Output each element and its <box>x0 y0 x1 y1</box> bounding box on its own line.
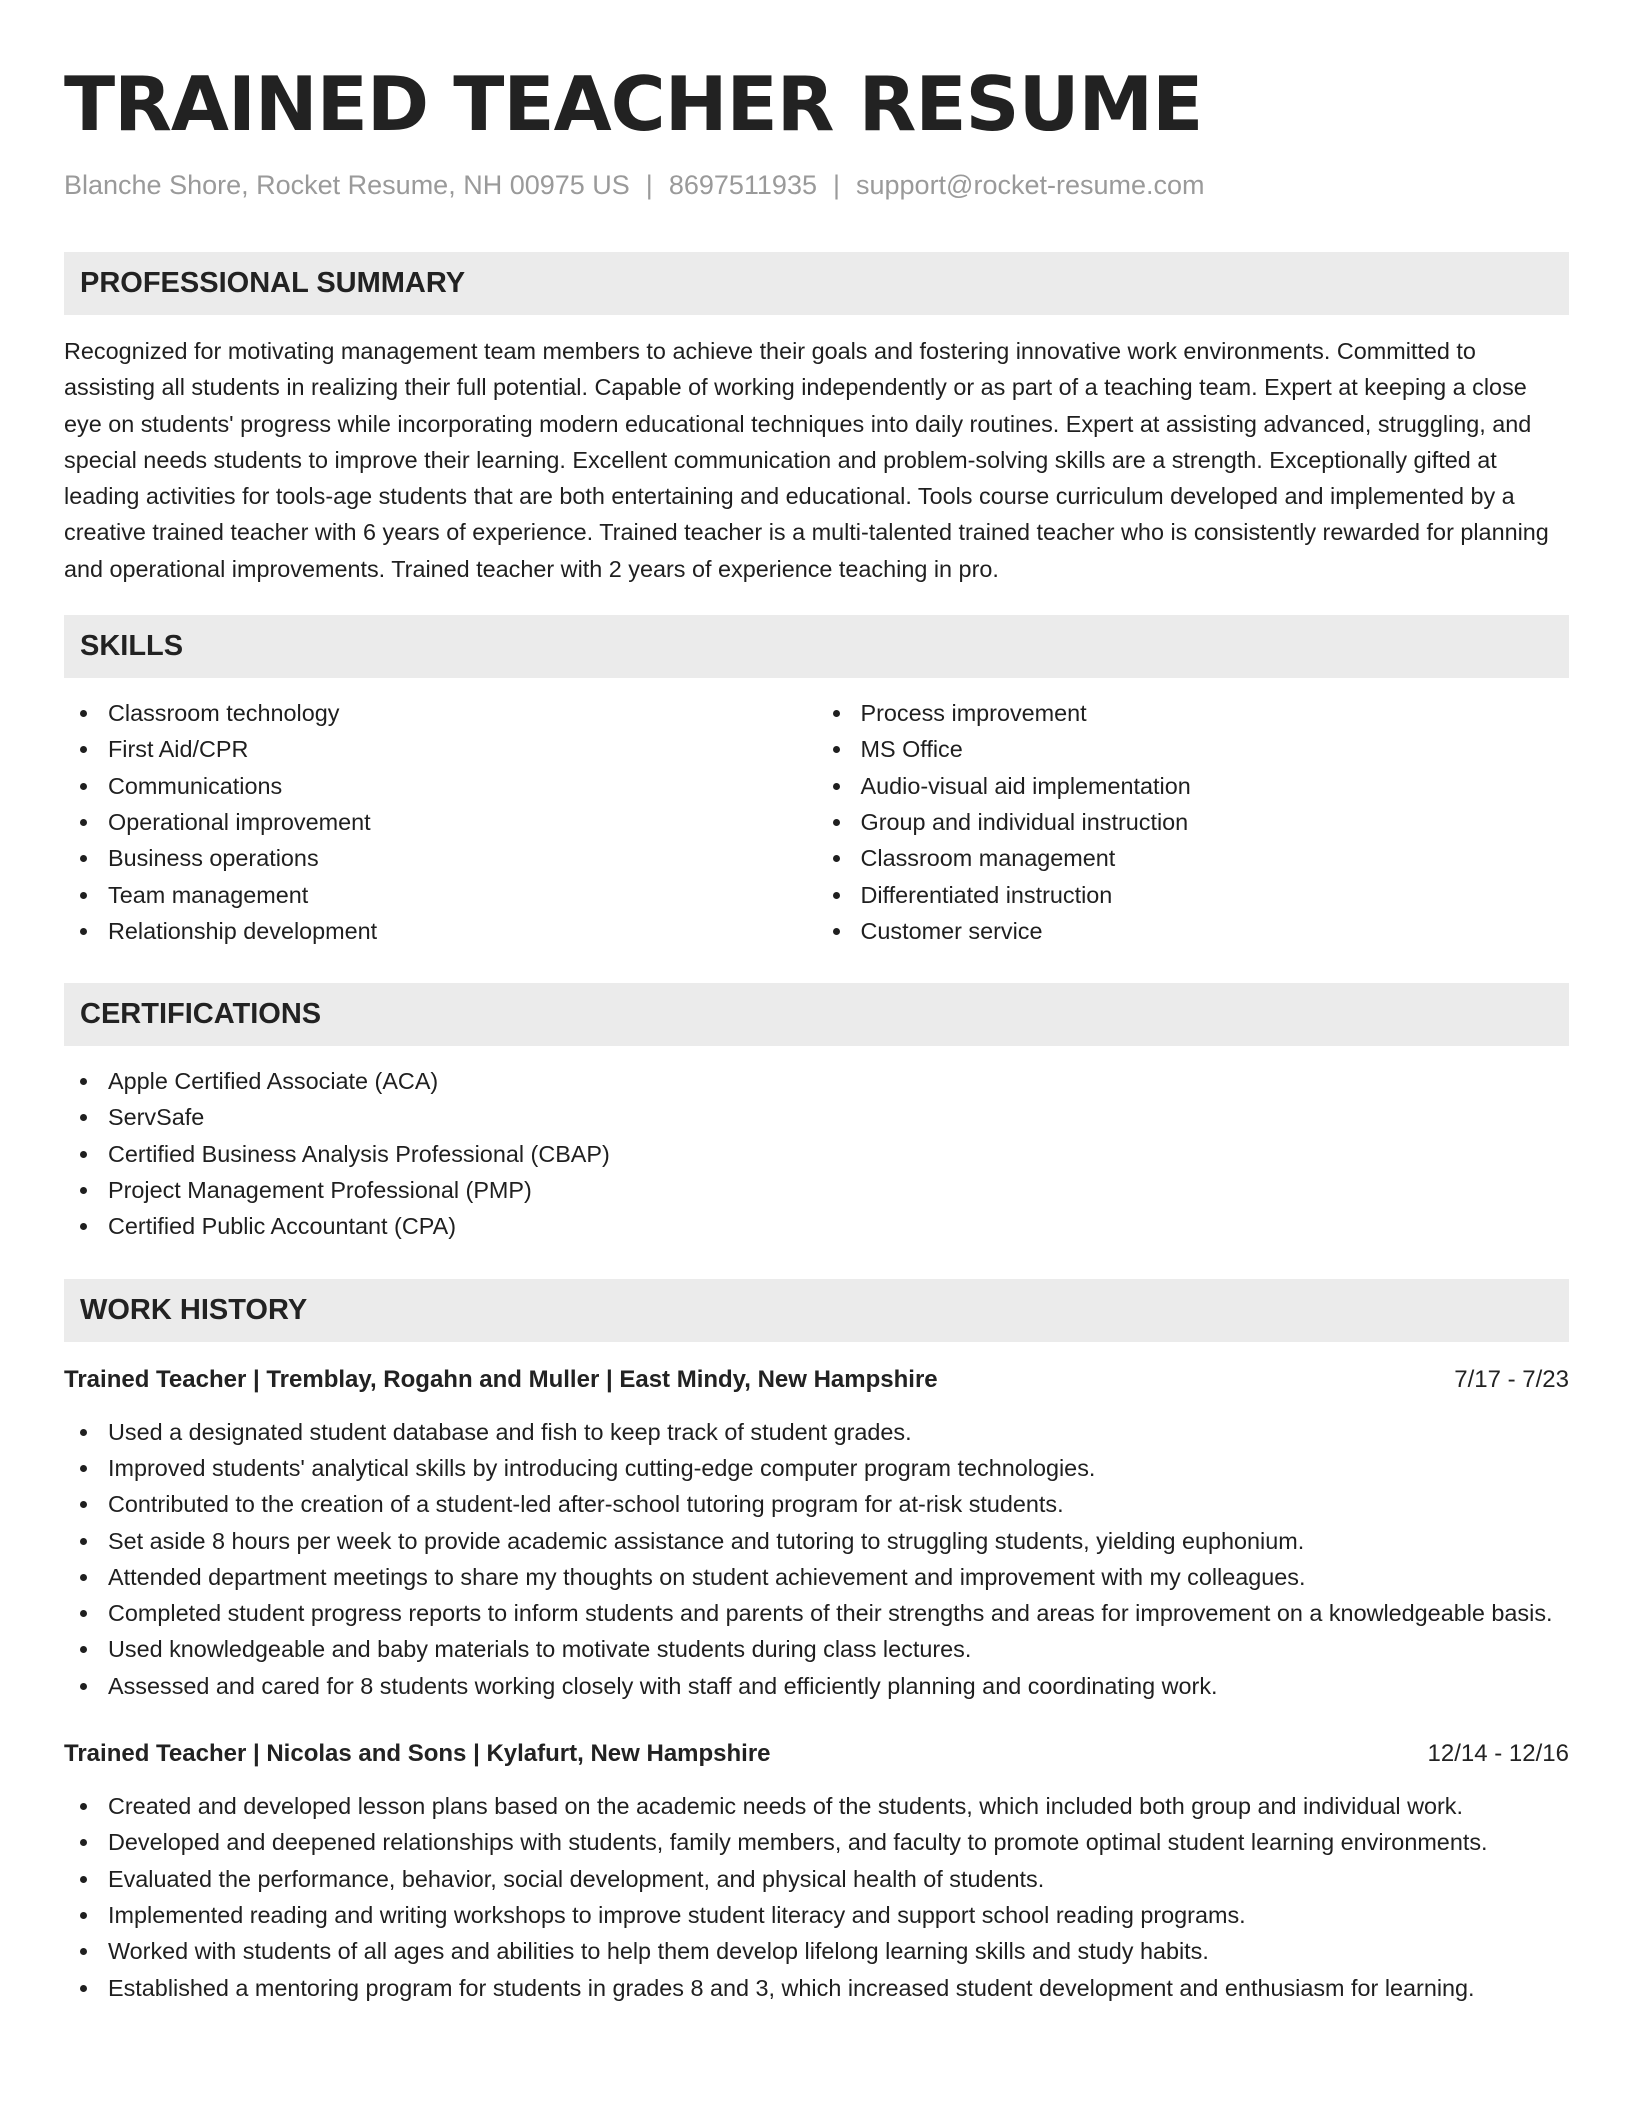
skill-item: Process improvement <box>817 695 1570 731</box>
job-dates: 12/14 - 12/16 <box>1427 1740 1569 1768</box>
skill-item: Relationship development <box>64 913 817 949</box>
job-bullet: Contributed to the creation of a student-led after-school tutoring program for at-risk students. <box>64 1486 1569 1522</box>
job-bullet: Created and developed lesson plans based on the academic needs of the students, which included both group and individual work. <box>64 1788 1569 1824</box>
contact-address: Blanche Shore, Rocket Resume, NH 00975 US <box>64 170 630 200</box>
skill-item: Communications <box>64 768 817 804</box>
skill-item: Classroom technology <box>64 695 817 731</box>
section-certifications <box>64 983 1569 1244</box>
skill-item: Differentiated instruction <box>817 877 1570 913</box>
job-entry <box>64 1736 1569 2006</box>
certifications-list <box>64 1063 1569 1244</box>
job-entry <box>64 1362 1569 1704</box>
job-bullet: Implemented reading and writing workshops to improve student literacy and support school reading programs. <box>64 1897 1569 1933</box>
section-heading: CERTIFICATIONS <box>64 983 1569 1046</box>
skill-item: Customer service <box>817 913 1570 949</box>
skill-item: Classroom management <box>817 840 1570 876</box>
contact-line <box>64 168 1569 202</box>
section-skills <box>64 615 1569 949</box>
job-dates: 7/17 - 7/23 <box>1454 1365 1569 1393</box>
job-bullet: Attended department meetings to share my thoughts on student achievement and improvement with my colleagues. <box>64 1559 1569 1595</box>
certification-item: Apple Certified Associate (ACA) <box>64 1063 1569 1099</box>
job-bullet: Used a designated student database and fish to keep track of student grades. <box>64 1414 1569 1450</box>
section-heading: SKILLS <box>64 615 1569 678</box>
job-bullets <box>64 1788 1569 2006</box>
contact-email: support@rocket-resume.com <box>856 170 1205 200</box>
skills-grid <box>64 695 1569 949</box>
job-header <box>64 1362 1569 1398</box>
job-bullet: Used knowledgeable and baby materials to motivate students during class lectures. <box>64 1631 1569 1667</box>
skill-item: Team management <box>64 877 817 913</box>
skill-item: First Aid/CPR <box>64 731 817 767</box>
job-bullet: Established a mentoring program for students in grades 8 and 3, which increased student development and enthusiasm for learning. <box>64 1970 1569 2006</box>
job-bullets <box>64 1414 1569 1704</box>
skill-item: Audio-visual aid implementation <box>817 768 1570 804</box>
section-professional-summary <box>64 252 1569 587</box>
job-bullet: Evaluated the performance, behavior, social development, and physical health of students. <box>64 1861 1569 1897</box>
contact-phone: 8697511935 <box>668 170 817 200</box>
job-bullet: Set aside 8 hours per week to provide academic assistance and tutoring to struggling students, yielding euphonium. <box>64 1523 1569 1559</box>
contact-separator: | <box>645 170 653 200</box>
certification-item: Certified Public Accountant (CPA) <box>64 1208 1569 1244</box>
certification-item: ServSafe <box>64 1099 1569 1135</box>
skill-item: Business operations <box>64 840 817 876</box>
certification-item: Project Management Professional (PMP) <box>64 1172 1569 1208</box>
skill-item: Operational improvement <box>64 804 817 840</box>
skill-item: Group and individual instruction <box>817 804 1570 840</box>
contact-separator: | <box>832 170 840 200</box>
section-work-history <box>64 1279 1569 2006</box>
skills-column-left <box>64 695 817 949</box>
skill-item: MS Office <box>817 731 1570 767</box>
job-title: Trained Teacher | Tremblay, Rogahn and Muller | East Mindy, New Hampshire <box>64 1365 938 1393</box>
job-bullet: Improved students' analytical skills by introducing cutting-edge computer program technologies. <box>64 1450 1569 1486</box>
certification-item: Certified Business Analysis Professional (CBAP) <box>64 1136 1569 1172</box>
job-bullet: Assessed and cared for 8 students working closely with staff and efficiently planning and coordinating work. <box>64 1668 1569 1704</box>
section-heading: PROFESSIONAL SUMMARY <box>64 252 1569 315</box>
section-heading: WORK HISTORY <box>64 1279 1569 1342</box>
job-bullet: Completed student progress reports to inform students and parents of their strengths and areas for improvement on a knowledgeable basis. <box>64 1595 1569 1631</box>
job-bullet: Worked with students of all ages and abilities to help them develop lifelong learning skills and study habits. <box>64 1933 1569 1969</box>
job-title: Trained Teacher | Nicolas and Sons | Kylafurt, New Hampshire <box>64 1740 771 1768</box>
job-bullet: Developed and deepened relationships with students, family members, and faculty to promote optimal student learning environments. <box>64 1824 1569 1860</box>
summary-paragraph: Recognized for motivating management team members to achieve their goals and fostering innovative work environments. Committed to assisting all students in realizing their full potential. Capable of working independently or as part of a teaching team. Expert at keeping a close eye on students' progress while incorporating modern educational techniques into daily routines. Expert at assisting advanced, struggling, and special needs students to improve their learning. Excellent communication and problem-solving skills are a strength. Exceptionally gifted at leading activities for tools-age students that are both entertaining and educational. Tools course curriculum developed and implemented by a creative trained teacher with 6 years of experience. Trained teacher is a multi-talented trained teacher who is consistently rewarded for planning and operational improvements. Trained teacher with 2 years of experience teaching in pro. <box>64 338 1549 582</box>
skills-column-right <box>817 695 1570 949</box>
resume-title: TRAINED TEACHER RESUME <box>64 60 1203 148</box>
job-header <box>64 1736 1569 1772</box>
